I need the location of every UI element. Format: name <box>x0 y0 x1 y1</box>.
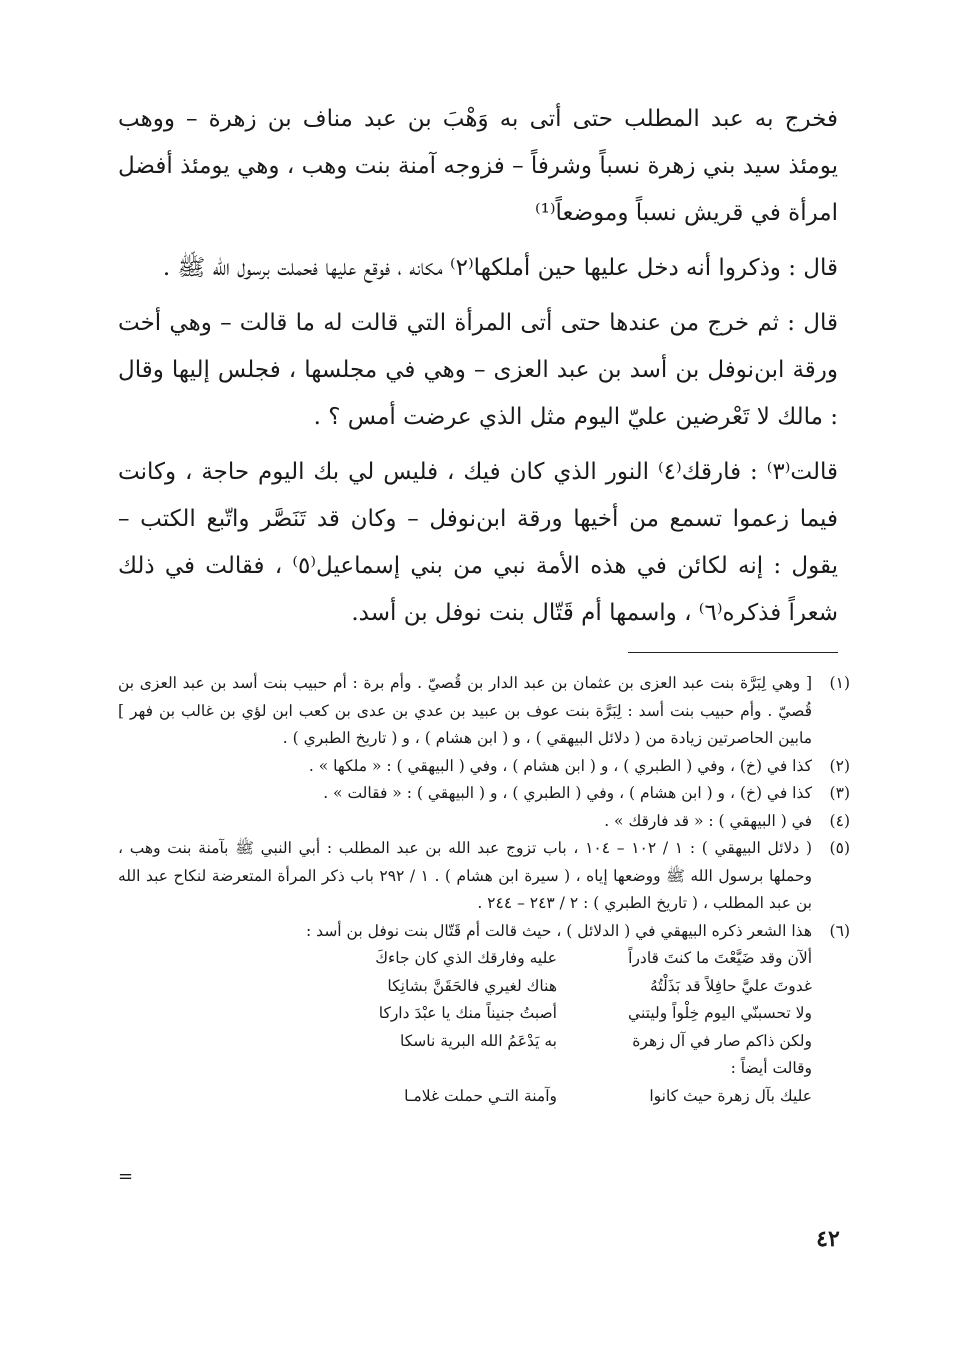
footnote-number: (٤) <box>829 811 850 830</box>
verse-second-hemistich: هناك لغيري فالحَقَنَّ بشانِكا <box>387 976 557 995</box>
footnote-2 <box>118 753 850 781</box>
footnote-3 <box>118 780 850 808</box>
poem-verse <box>118 1028 812 1056</box>
verse-second-hemistich: به يَدْعَمُ الله البرية ناسكا <box>399 1031 557 1050</box>
poem-verse <box>118 973 812 1001</box>
verse-second-hemistich: عليه وفارقك الذي كان جاءكَ <box>375 949 557 967</box>
poem <box>118 945 812 1110</box>
footnote-number: (٦) <box>829 921 850 940</box>
footnote-number: (٣) <box>829 784 850 802</box>
footnote-6 <box>118 918 850 1111</box>
paragraph-2: قال : وذكروا أنه دخل عليها حين أملكها⁽٢⁾ مكانه ، فوقع عليها فحملت برسول الله ﷺ . <box>162 255 838 281</box>
verse-first-hemistich: ولا تحسبنّي اليوم خِلْواً وليتني <box>628 1004 812 1022</box>
footnote-text: كذا في (خ) ، و ( ابن هشام ) ، وفي ( الطبري ) ، و ( البيهقي ) : « فقالت » . <box>323 784 812 802</box>
footnote-number: (٢) <box>829 756 850 775</box>
footnote-1 <box>118 670 850 753</box>
footnote-5 <box>118 835 850 918</box>
poem-interlude: وقالت أيضاً : <box>730 1059 812 1077</box>
paragraph-4: قالت⁽٣⁾ : فارقك⁽٤⁾ النور الذي كان فيك ، فليس لي بك اليوم حاجة ، وكانت فيما زعموا تسمع من أخيها ورقة ابن‌نوفل – وكان قد تَنَصَّر واتّبع الكتب – يقول : إنه لكائن في هذه الأمة نبي من بني إسماعيل⁽٥⁾ ، فقالت في ذلك شعراً فذكره⁽٦⁾ ، واسمها أم قَتّال بنت نوفل بن أسد. <box>118 459 838 626</box>
footnotes <box>118 670 850 1110</box>
continuation-mark: = <box>118 1166 134 1187</box>
footnote-number: (٥) <box>829 839 850 857</box>
verse-second-hemistich: وآمنة التـي حملت غلامـا <box>404 1086 557 1105</box>
footnote-text: كذا في (خ) ، وفي ( الطبري ) ، و ( ابن هشام ) ، وفي ( البيهقي ) : « ملكها » . <box>308 756 812 775</box>
verse-first-hemistich: عليك بآل زهرة حيث كانوا <box>649 1086 812 1105</box>
footnote-text: [ وهي لِبَرَّة بنت عبد العزى بن عثمان بن عبد الدار بن قُصيّ . وأم برة : أم حبيب بنت أسد بن عبد العزى بن قُصيّ . وأم حبيب بنت أسد : لِبَرَّة بنت عوف بن عبيد بن عدي بن عدى بن كعب ابن لؤي بن غالب بن فهر ] مابين الحاصرتين زيادة من ( دلائل البيهقي ) ، و ( ابن هشام ) ، و ( تاريخ الطبري ) . <box>118 674 812 747</box>
poem-verse <box>118 1000 812 1028</box>
page-number: ٤٢ <box>816 1226 840 1252</box>
paragraph-1: فخرج به عبد المطلب حتى أتى به وَهْبَ بن عبد مناف بن زهرة – ووهب يومئذ سيد بني زهرة نسباً وشرفاً – فزوجه آمنة بنت وهب ، وهي يومئذ أفضل امرأة في قريش نسباً وموضعاً⁽¹⁾ <box>118 106 838 226</box>
verse-second-hemistich: أصبتُ جنيناً منك يا عبْدَ داركا <box>378 1004 557 1022</box>
verse-first-hemistich: غدوتَ عليَّ حافِلاً قد بَذَلْتُهُ <box>650 976 812 995</box>
footnote-separator <box>628 652 838 653</box>
footnote-text: في ( البيهقي ) : « قد فارقك » . <box>604 811 812 830</box>
main-text <box>118 96 838 645</box>
footnote-number: (١) <box>829 674 850 692</box>
verse-first-hemistich: ولكن ذاكم صار في آل زهرة <box>632 1031 812 1050</box>
footnote-text: هذا الشعر ذكره البيهقي في ( الدلائل ) ، حيث قالت أم قَتّال بنت نوفل بن أسد : <box>306 921 812 940</box>
poem-verse <box>118 1083 812 1111</box>
paragraph-3: قال : ثم خرج من عندها حتى أتى المرأة التي قالت له ما قالت – وهي أخت ورقة ابن‌نوفل بن أسد بن عبد العزى – وهي في مجلسها ، فجلس إليها وقال : مالك لا تَعْرضين عليّ اليوم مثل الذي عرضت أمس ؟ . <box>118 310 838 430</box>
footnote-4 <box>118 808 850 836</box>
footnote-text: ( دلائل البيهقي ) : ١ / ١٠٢ – ١٠٤ ، باب تزوج عبد الله بن عبد المطلب : أبي النبي ﷺ بآمنة بنت وهب ، وحملها برسول الله ﷺ ووضعها إياه ، ( سيرة ابن هشام ) . ١ / ٢٩٢ باب ذكر المرأة المتعرضة لنكاح عبد الله بن عبد المطلب ، ( تاريخ الطبري ) : ٢ / ٢٤٣ – ٢٤٤ . <box>118 839 813 912</box>
poem-verse <box>118 945 812 973</box>
verse-first-hemistich: ألآن وقد ضَيَّعْتَ ما كنتَ قادراً <box>628 949 812 967</box>
